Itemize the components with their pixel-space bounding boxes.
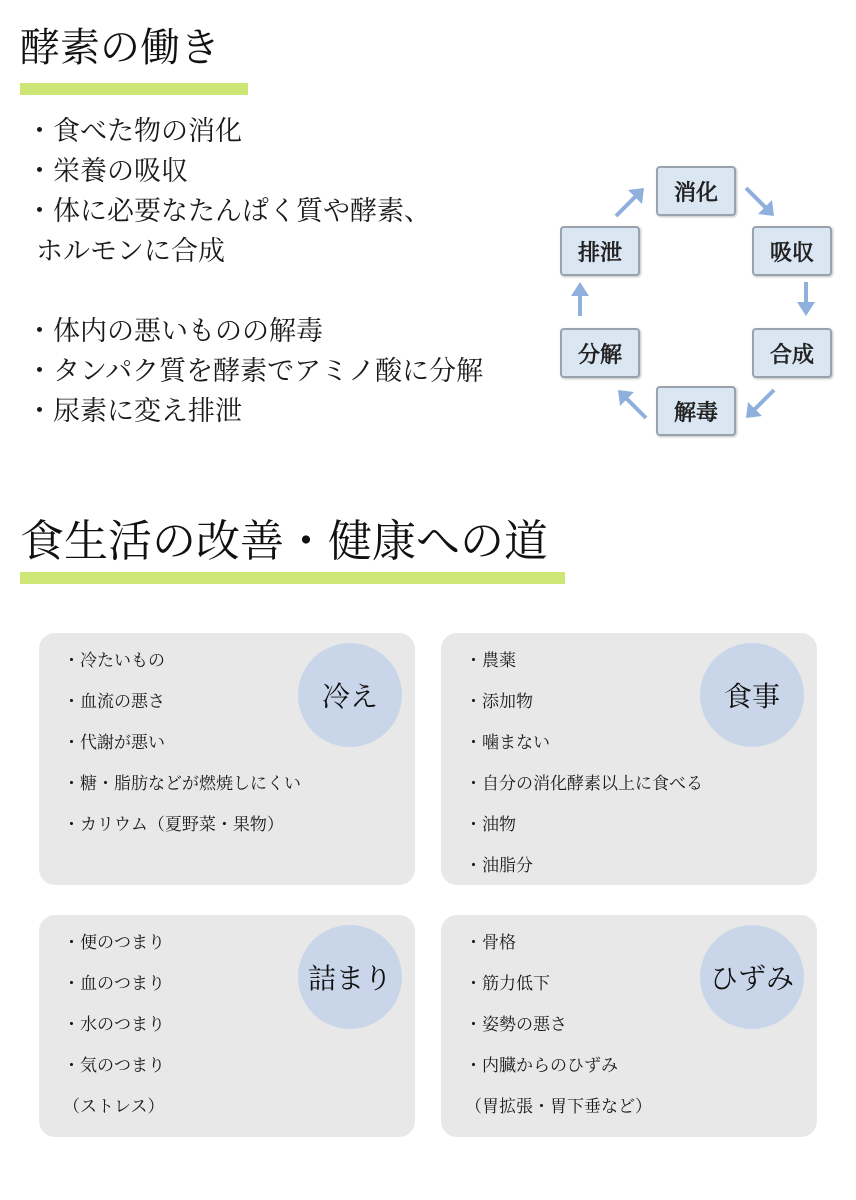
- list-item: ・農薬: [465, 651, 516, 671]
- list-item: ・油物: [465, 815, 516, 835]
- list-item: ・カリウム（夏野菜・果物）: [63, 815, 284, 835]
- list-item: ・タンパク質を酵素でアミノ酸に分解: [26, 356, 484, 387]
- list-item: ホルモンに合成: [36, 236, 225, 267]
- card-label-circle: 冷え: [298, 643, 402, 747]
- card-cold: [39, 633, 415, 885]
- list-item: ・体内の悪いものの解毒: [26, 316, 323, 347]
- cycle-step-excretion: 排泄: [560, 226, 640, 276]
- card-list: [465, 923, 652, 1128]
- card-blockage: [39, 915, 415, 1137]
- list-item: ・栄養の吸収: [26, 156, 188, 187]
- list-item: ・便のつまり: [63, 933, 165, 953]
- card-distortion: [441, 915, 817, 1137]
- list-item: ・添加物: [465, 692, 533, 712]
- section-title-diet: 食生活の改善・健康への道: [20, 516, 548, 567]
- card-list: [465, 641, 703, 887]
- arrow-up-left-icon: [612, 384, 652, 424]
- list-item: ・自分の消化酵素以上に食べる: [465, 774, 703, 794]
- list-item: ・水のつまり: [63, 1015, 165, 1035]
- list-item: ・血流の悪さ: [63, 692, 165, 712]
- cycle-step-synthesis: 合成: [752, 328, 832, 378]
- cycle-step-absorption: 吸収: [752, 226, 832, 276]
- list-item: ・体に必要なたんぱく質や酵素、: [26, 196, 431, 227]
- arrow-up-right-icon: [610, 182, 650, 222]
- list-item: （胃拡張・胃下垂など）: [465, 1097, 652, 1117]
- cycle-step-detox: 解毒: [656, 386, 736, 436]
- enzyme-function-list: [26, 112, 483, 432]
- list-item: ・尿素に変え排泄: [26, 396, 242, 427]
- list-item: ・冷たいもの: [63, 651, 165, 671]
- card-list: [63, 923, 165, 1128]
- list-item: ・糖・脂肪などが燃焼しにくい: [63, 774, 301, 794]
- list-item: ・筋力低下: [465, 974, 550, 994]
- title-underline: [20, 572, 565, 584]
- arrow-down-right-icon: [740, 182, 780, 222]
- card-label-circle: 食事: [700, 643, 804, 747]
- card-label-circle: ひずみ: [700, 925, 804, 1029]
- list-item: ・気のつまり: [63, 1056, 165, 1076]
- list-item: ・食べた物の消化: [26, 116, 242, 147]
- list-item: ・噛まない: [465, 733, 550, 753]
- list-item: ・油脂分: [465, 856, 533, 876]
- cycle-step-digestion: 消化: [656, 166, 736, 216]
- arrow-up-icon: [560, 280, 600, 320]
- list-item: ・内臓からのひずみ: [465, 1056, 618, 1076]
- list-item: （ストレス）: [63, 1097, 165, 1117]
- list-item: ・代謝が悪い: [63, 733, 165, 753]
- list-item: ・姿勢の悪さ: [465, 1015, 567, 1035]
- list-item: ・血のつまり: [63, 974, 165, 994]
- arrow-down-left-icon: [740, 384, 780, 424]
- arrow-down-icon: [786, 278, 826, 318]
- cycle-step-breakdown: 分解: [560, 328, 640, 378]
- section-title-enzyme: 酵素の働き: [20, 25, 220, 71]
- card-label-circle: 詰まり: [298, 925, 402, 1029]
- title-underline: [20, 83, 248, 95]
- card-list: [63, 641, 301, 846]
- card-diet: [441, 633, 817, 885]
- list-item: ・骨格: [465, 933, 516, 953]
